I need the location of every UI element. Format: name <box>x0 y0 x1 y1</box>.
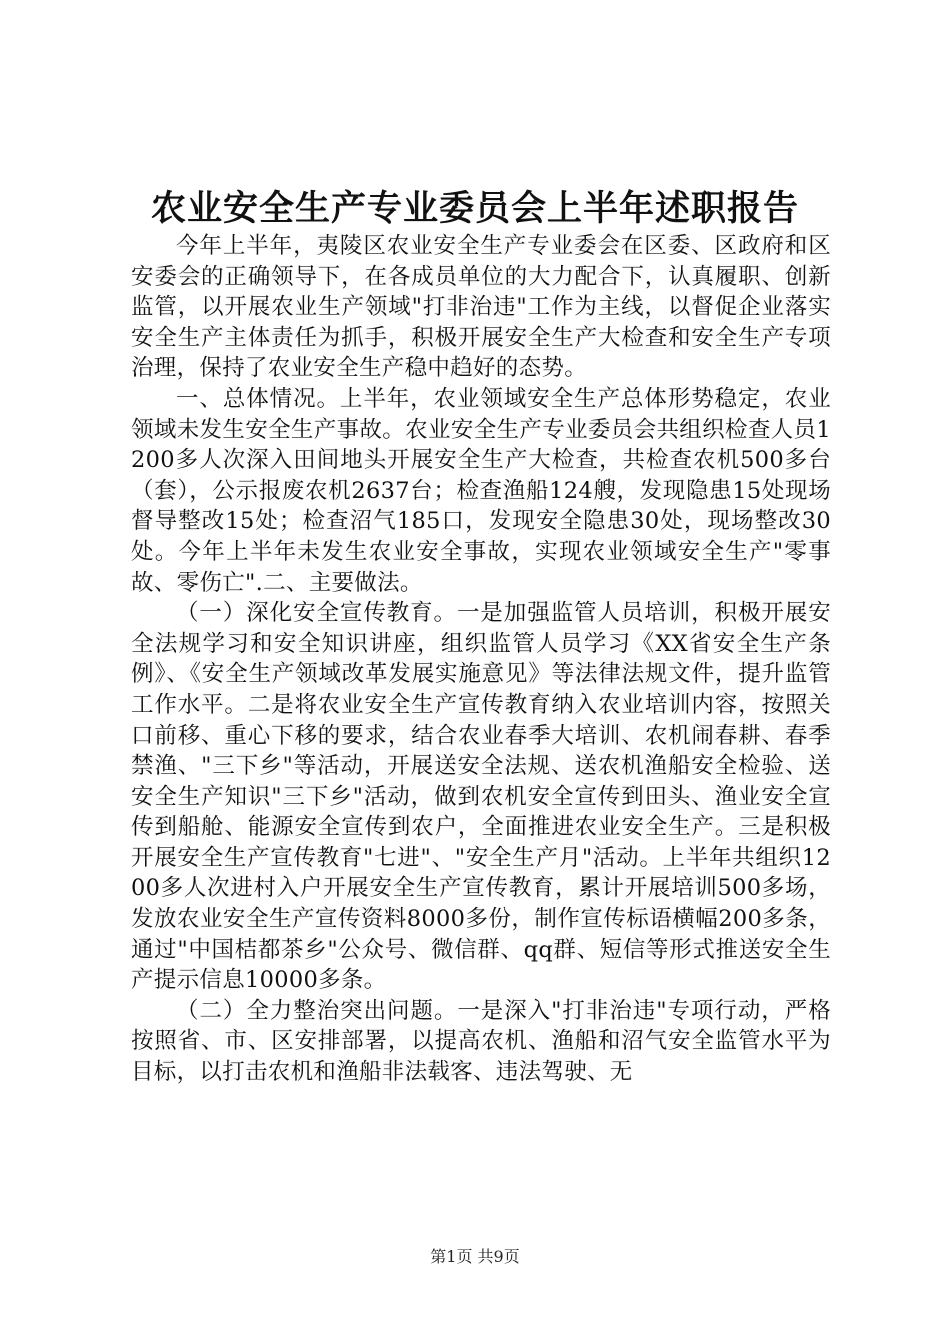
paragraph-publicity: （一）深化安全宣传教育。一是加强监管人员培训，积极开展安全法规学习和安全知识讲座，组织监管人员学习《XX省安全生产条例》、《安全生产领域改革发展实施意见》等法律法规文件，提升监管工作水平。二是将农业安全生产宣传教育纳入农业培训内容，按照关口前移、重心下移的要求，结合农业春季大培训、农机闹春耕、春季禁渔、"三下乡"等活动，开展送安全法规、送农机渔船安全检验、送安全生产知识"三下乡"活动，做到农机安全宣传到田头、渔业安全宣传到船舱、能源安全宣传到农户，全面推进农业安全生产。三是积极开展安全生产宣传教育"七进"、"安全生产月"活动。上半年共组织1200多人次进村入户开展安全生产宣传教育，累计开展培训500多场，发放农业安全生产宣传资料8000多份，制作宣传标语横幅200多条，通过"中国桔都茶乡"公众号、微信群、qq群、短信等形式推送安全生产提示信息10000多条。 <box>131 600 831 994</box>
paragraph-rectification: （二）全力整治突出问题。一是深入"打非治违"专项行动，严格按照省、市、区安排部署，以提高农机、渔船和沼气安全监管水平为目标，以打击农机和渔船非法载客、违法驾驶、无 <box>131 997 831 1086</box>
page-footer: 第1页 共9页 <box>430 1247 520 1266</box>
paragraph-intro: 今年上半年，夷陵区农业安全生产专业委会在区委、区政府和区安委会的正确领导下，在各成员单位的大力配合下，认真履职、创新监管，以开展农业生产领域"打非治违"工作为主线，以督促企业落实安全生产主体责任为抓手，积极开展安全生产大检查和安全生产专项治理，保持了农业安全生产稳中趋好的态势。 <box>131 233 831 382</box>
paragraph-overview: 一、总体情况。上半年，农业领域安全生产总体形势稳定，农业领域未发生安全生产事故。农业安全生产专业委员会共组织检查人员1200多人次深入田间地头开展安全生产大检查，共检查农机500多台（套），公示报废农机2637台；检查渔船124艘，发现隐患15处现场督导整改15处；检查沼气185口，发现安全隐患30处，现场整改30处。今年上半年未发生农业安全事故，实现农业领域安全生产"零事故、零伤亡".二、主要做法。 <box>131 385 831 596</box>
document-body <box>131 231 831 1088</box>
document-title: 农业安全生产专业委员会上半年述职报告 <box>150 188 799 229</box>
